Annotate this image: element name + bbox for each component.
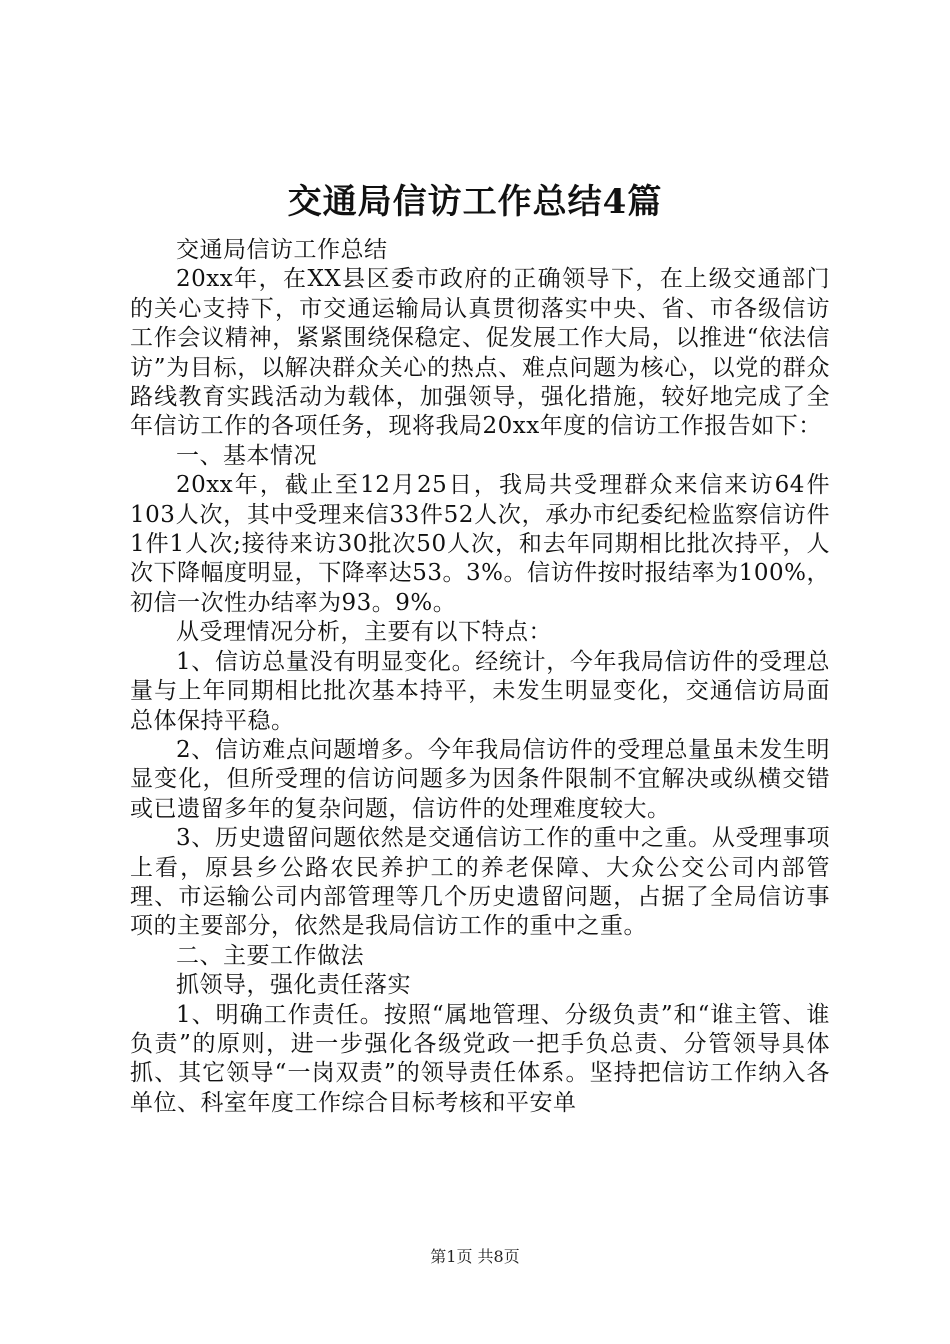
paragraph-feature-1: 1、信访总量没有明显变化。经统计，今年我局信访件的受理总量与上年同期相比批次基本持平，未发生明显变化，交通信访局面总体保持平稳。 [130, 648, 830, 734]
paragraph-subtitle: 交通局信访工作总结 [176, 237, 388, 263]
paragraph-statistics: 20xx年，截止至12月25日，我局共受理群众来信来访64件103人次，其中受理来信33件52人次，承办市纪委纪检监察信访件1件1人次;接待来访30批次50人次，和去年同期相比批次持平，人次下降幅度明显，下降率达53。3%。信访件按时报结率为100%，初信一次性办结率为93。9%。 [130, 472, 830, 616]
paragraph-analysis-lead: 从受理情况分析，主要有以下特点： [176, 619, 552, 646]
document-body [130, 236, 830, 1118]
page-footer: 第1页 共8页 [430, 1247, 520, 1266]
paragraph-intro: 20xx年，在XX县区委市政府的正确领导下，在上级交通部门的关心支持下，市交通运输局认真贯彻落实中央、省、市各级信访工作会议精神，紧紧围绕保稳定、促发展工作大局，以推进“依法信访”为目标，以解决群众关心的热点、难点问题为核心，以党的群众路线教育实践活动为载体，加强领导，强化措施，较好地完成了全年信访工作的各项任务，现将我局20xx年度的信访工作报告如下： [130, 266, 830, 440]
section-heading-main-work: 二、主要工作做法 [176, 942, 364, 969]
paragraph-responsibility: 1、明确工作责任。按照“属地管理、分级负责”和“谁主管、谁负责”的原则，进一步强化各级党政一把手负总责、分管领导具体抓、其它领导“一岗双责”的领导责任体系。坚持把信访工作纳入各单位、科室年度工作综合目标考核和平安单 [130, 1001, 830, 1116]
section-heading-basic-situation: 一、基本情况 [176, 442, 317, 469]
paragraph-feature-3: 3、历史遗留问题依然是交通信访工作的重中之重。从受理事项上看，原县乡公路农民养护工的养老保障、大众公交公司内部管理、市运输公司内部管理等几个历史遗留问题，占据了全局信访事项的主要部分，依然是我局信访工作的重中之重。 [130, 825, 830, 940]
paragraph-feature-2: 2、信访难点问题增多。今年我局信访件的受理总量虽未发生明显变化，但所受理的信访问题多为因条件限制不宜解决或纵横交错或已遗留多年的复杂问题，信访件的处理难度较大。 [130, 736, 830, 822]
document-title: 交通局信访工作总结4篇 [287, 182, 663, 222]
subheading-leadership: 抓领导，强化责任落实 [176, 972, 411, 999]
